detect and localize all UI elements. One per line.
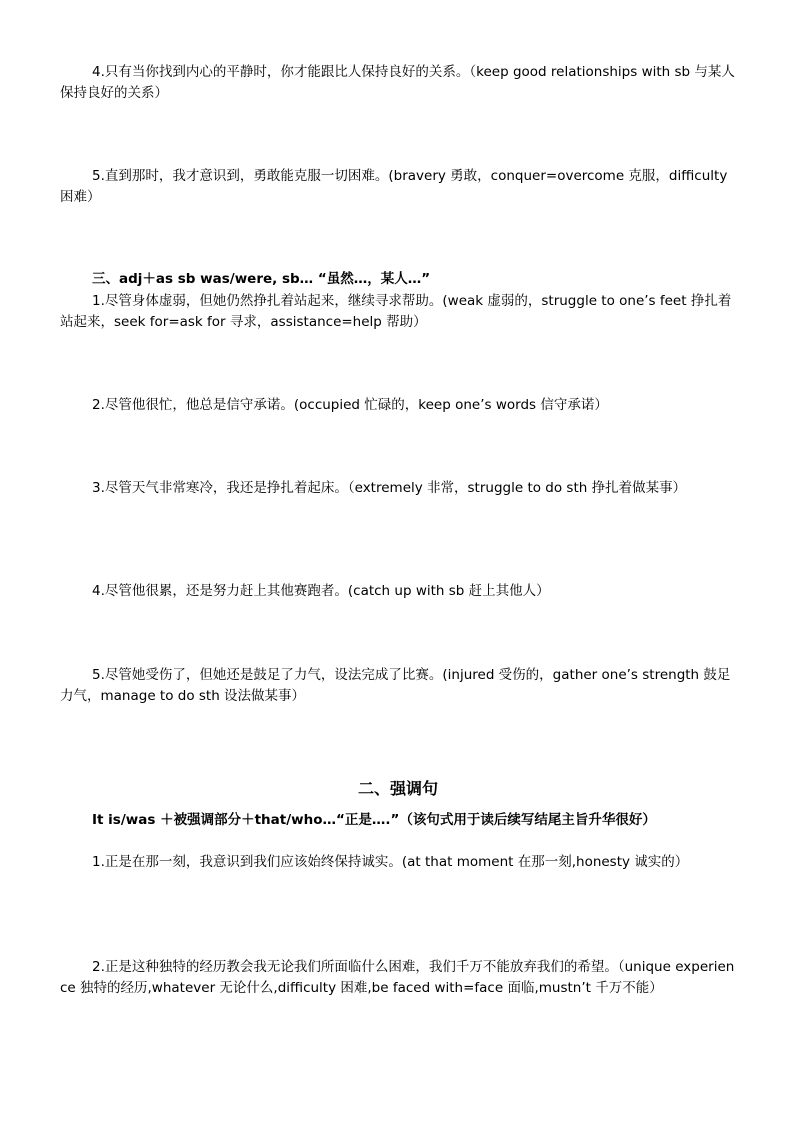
concession-item-1: 1.尽管身体虚弱，但她仍然挣扎着站起来，继续寻求帮助。(weak 虚弱的，struggle to one’s feet 挣扎着站起来，seek for=ask for 寻求，assistance=help 帮助） — [60, 293, 732, 330]
emphasis-pattern: It is/was ＋被强调部分＋that/who…“正是….”（该句式用于读后续写结尾主旨升华很好） — [92, 812, 656, 828]
sentence-item-5: 5.直到那时，我才意识到，勇敢能克服一切困难。(bravery 勇敢，conquer=overcome 克服，difficulty 困难） — [60, 168, 728, 205]
section-three-title: 三、adj＋as sb was/were, sb… “虽然…，某人…” — [92, 271, 431, 287]
concession-item-2: 2.尽管他很忙，他总是信守承诺。(occupied 忙碌的，keep one’s words 信守承诺） — [92, 397, 608, 413]
emphasis-item-2: 2.正是这种独特的经历教会我无论我们所面临什么困难，我们千万不能放弃我们的希望。（unique experience 独特的经历,whatever 无论什么,difficulty 困难,be faced with=face 面临,mustn’t 千万不能） — [60, 959, 735, 996]
concession-item-4: 4.尽管他很累，还是努力赶上其他赛跑者。(catch up with sb 赶上其他人） — [92, 583, 550, 599]
concession-item-5: 5.尽管她受伤了，但她还是鼓足了力气，设法完成了比赛。(injured 受伤的，gather one’s strength 鼓足力气，manage to do sth 设法做某事） — [60, 667, 731, 704]
concession-item-3: 3.尽管天气非常寒冷，我还是挣扎着起床。（extremely 非常，struggle to do sth 挣扎着做某事） — [92, 480, 687, 496]
sentence-item-4: 4.只有当你找到内心的平静时，你才能跟比人保持良好的关系。（keep good relationships with sb 与某人保持良好的关系） — [60, 64, 735, 101]
section-two-heading: 二、强调句 — [357, 779, 438, 798]
emphasis-item-1: 1.正是在那一刻，我意识到我们应该始终保持诚实。(at that moment 在那一刻,honesty 诚实的） — [92, 854, 689, 870]
document-page — [60, 0, 736, 1123]
